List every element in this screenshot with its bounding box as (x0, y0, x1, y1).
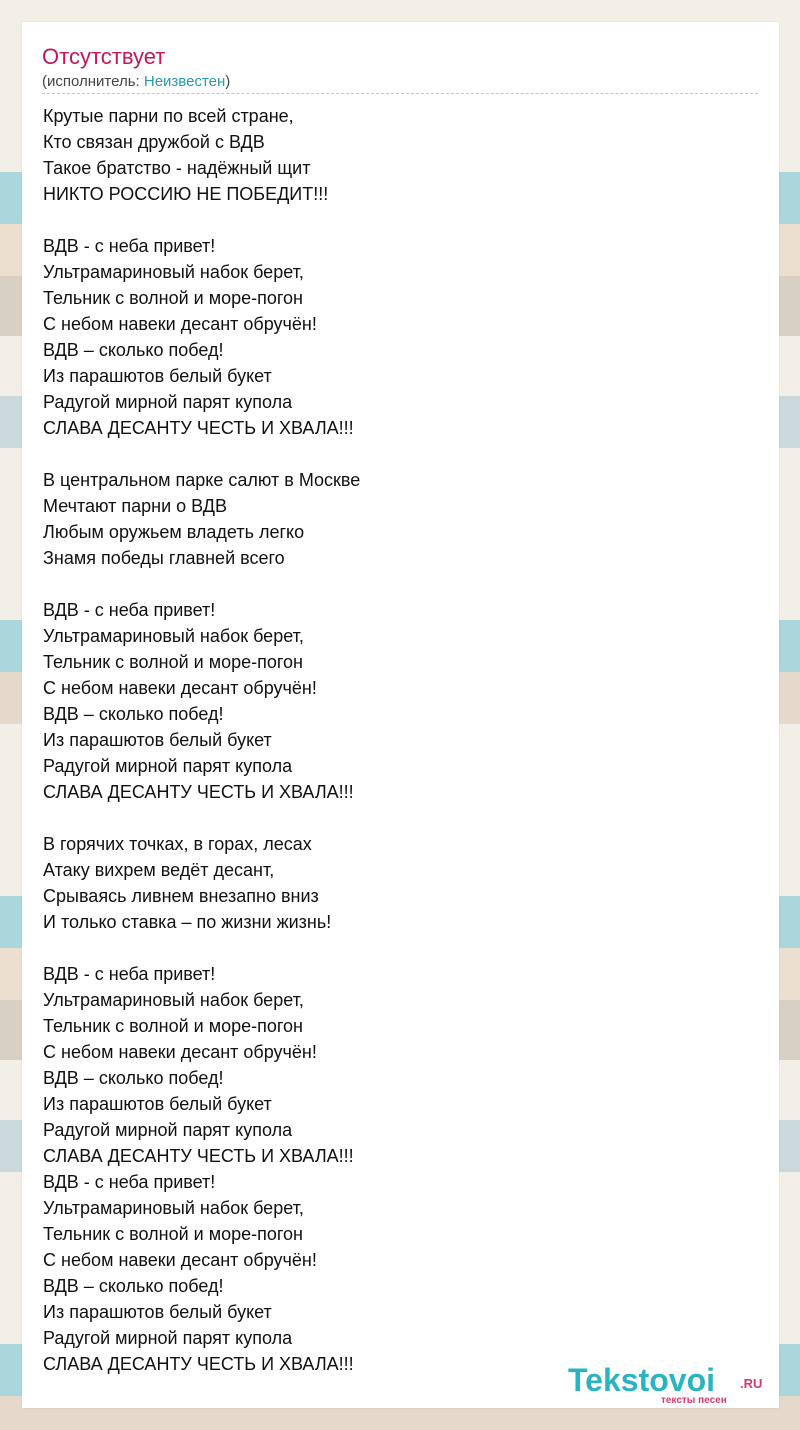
lyric-line: НИКТО РОССИЮ НЕ ПОБЕДИТ!!! (43, 184, 329, 204)
lyric-line: Радугой мирной парят купола (43, 756, 293, 776)
lyric-line: С небом навеки десант обручён! (43, 314, 317, 334)
lyric-line: Ультрамариновый набок берет, (43, 990, 304, 1010)
lyric-line: Тельник с волной и море-погон (43, 288, 303, 308)
artist-link[interactable]: Неизвестен (143, 73, 226, 90)
lyric-line: Тельник с волной и море-погон (43, 652, 303, 672)
lyric-line: Из парашютов белый букет (43, 366, 272, 386)
lyric-line: Тельник с волной и море-погон (43, 1224, 303, 1244)
lyric-line: Тельник с волной и море-погон (43, 1016, 303, 1036)
lyric-line: Атаку вихрем ведёт десант, (43, 860, 275, 880)
stanza-break (43, 441, 759, 467)
artist-line (42, 73, 230, 91)
lyric-line: ВДВ - с неба привет! (43, 600, 216, 620)
lyric-line: Из парашютов белый букет (43, 1094, 272, 1114)
stanza-break (43, 207, 759, 233)
lyric-line: СЛАВА ДЕСАНТУ ЧЕСТЬ И ХВАЛА!!! (43, 418, 354, 438)
lyric-line: Радугой мирной парят купола (43, 1120, 293, 1140)
lyric-line: СЛАВА ДЕСАНТУ ЧЕСТЬ И ХВАЛА!!! (43, 1354, 354, 1374)
lyric-line: Ультрамариновый набок берет, (43, 1198, 304, 1218)
lyrics-card (22, 22, 779, 1408)
lyric-line: ВДВ – сколько побед! (43, 704, 224, 724)
lyric-line: ВДВ – сколько побед! (43, 1276, 224, 1296)
lyric-line: Такое братство - надёжный щит (43, 158, 311, 178)
lyric-line: Ультрамариновый набок берет, (43, 626, 304, 646)
lyric-line: В центральном парке салют в Москве (43, 470, 361, 490)
lyric-line: Мечтают парни о ВДВ (43, 496, 227, 516)
lyric-line: Любым оружьем владеть легко (43, 522, 305, 542)
lyric-line: С небом навеки десант обручён! (43, 1250, 317, 1270)
lyrics-text (43, 103, 759, 1377)
lyric-line: Из парашютов белый букет (43, 730, 272, 750)
logo-tagline: тексты песен (661, 1395, 727, 1406)
lyric-line: ВДВ - с неба привет! (43, 964, 216, 984)
artist-suffix: ) (225, 73, 231, 90)
song-title: Отсутствует (42, 44, 166, 69)
lyric-line: ВДВ – сколько побед! (43, 1068, 224, 1088)
site-logo[interactable] (568, 1362, 778, 1406)
lyric-line: СЛАВА ДЕСАНТУ ЧЕСТЬ И ХВАЛА!!! (43, 782, 354, 802)
lyric-line: Знамя победы главней всего (43, 548, 285, 568)
divider (42, 93, 758, 94)
lyric-line: Ультрамариновый набок берет, (43, 262, 304, 282)
lyric-line: С небом навеки десант обручён! (43, 678, 317, 698)
lyric-line: Радугой мирной парят купола (43, 392, 293, 412)
stanza-break (43, 935, 759, 961)
lyric-line: И только ставка – по жизни жизнь! (43, 912, 332, 932)
lyric-line: ВДВ - с неба привет! (43, 1172, 216, 1192)
lyric-line: Из парашютов белый букет (43, 1302, 272, 1322)
lyric-line: ВДВ – сколько побед! (43, 340, 224, 360)
artist-prefix: (исполнитель: (42, 73, 144, 90)
lyric-line: ВДВ - с неба привет! (43, 236, 216, 256)
lyric-line: Крутые парни по всей стране, (43, 106, 294, 126)
lyric-line: В горячих точках, в горах, лесах (43, 834, 312, 854)
lyric-line: Радугой мирной парят купола (43, 1328, 293, 1348)
stanza-break (43, 571, 759, 597)
lyric-line: С небом навеки десант обручён! (43, 1042, 317, 1062)
lyric-line: Кто связан дружбой с ВДВ (43, 132, 265, 152)
lyric-line: СЛАВА ДЕСАНТУ ЧЕСТЬ И ХВАЛА!!! (43, 1146, 354, 1166)
lyric-line: Срываясь ливнем внезапно вниз (43, 886, 319, 906)
logo-domain: .RU (740, 1376, 763, 1391)
stanza-break (43, 805, 759, 831)
logo-wordmark: Tekstovoi (568, 1362, 715, 1398)
